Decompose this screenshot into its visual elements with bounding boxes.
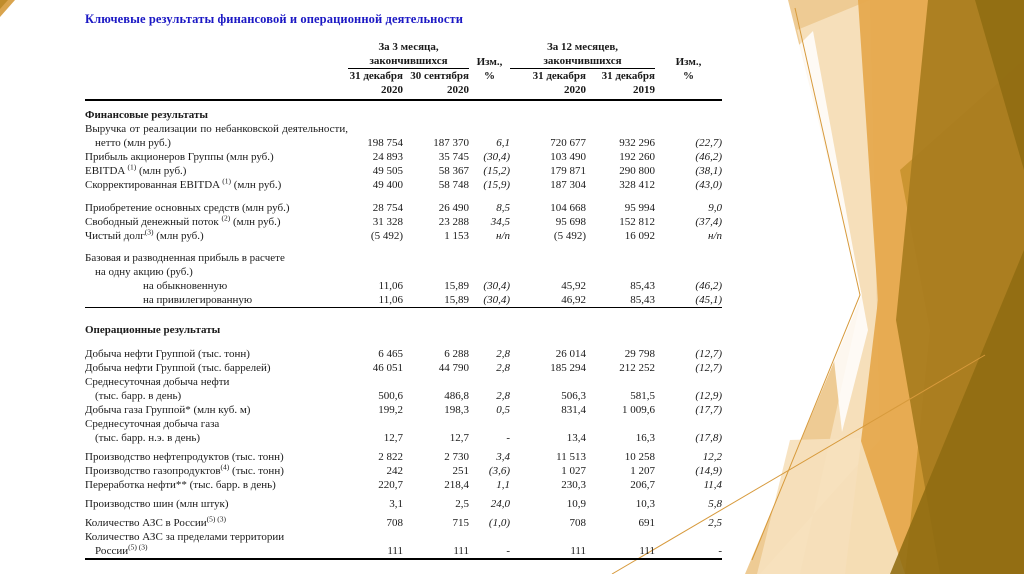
metric-value: 111 (453, 545, 469, 557)
metric-value: 46,92 (561, 294, 586, 306)
metric-value: 26 490 (438, 202, 469, 214)
change-value: 34,5 (490, 216, 510, 228)
metric-value: 11,06 (378, 294, 403, 306)
change-value (469, 251, 510, 279)
metric-value: 95 994 (624, 202, 655, 214)
rule-row (85, 308, 722, 317)
row-label: Выручка от реализации по небанковской деятельности, нетто (млн руб.) (85, 123, 348, 149)
change-value: (17,8) (695, 432, 722, 444)
col-group-12m: За 12 месяцев, (546, 41, 619, 53)
metric-value: 152 812 (619, 216, 655, 228)
metric-value: 192 260 (619, 151, 655, 163)
metric-value: 58 748 (438, 179, 469, 191)
metric-value: 198,3 (444, 404, 469, 416)
table-row (85, 375, 722, 403)
corner-accent (0, 0, 24, 24)
metric-value: 500,6 (378, 390, 403, 402)
change-value: - (506, 432, 510, 444)
header-row-years: 2020 2020 2020 2019 (85, 83, 722, 100)
change-value: 0,5 (496, 404, 510, 416)
metric-value: 290 800 (619, 165, 655, 177)
change-value: 24,0 (490, 498, 510, 510)
results-table (85, 40, 722, 562)
change-value: (38,1) (695, 165, 722, 177)
row-label: Переработка нефти** (тыс. барр. в день) (85, 479, 276, 491)
row-label: Добыча нефти Группой (тыс. тонн) (85, 348, 250, 360)
table-row (85, 150, 722, 164)
metric-value: 35 745 (438, 151, 469, 163)
endrule-row (85, 559, 722, 562)
change-value: 12,2 (702, 451, 722, 463)
metric-value: 29 798 (624, 348, 655, 360)
change-value: (12,7) (695, 362, 722, 374)
metric-value: 24 893 (372, 151, 403, 163)
change-value: (45,1) (695, 294, 722, 306)
row-label: Свободный денежный поток $^{(2)}$ (млн руб.) (85, 213, 281, 228)
metric-value: 12,7 (449, 432, 469, 444)
change-value: (15,9) (483, 179, 510, 191)
metric-value: 49 505 (372, 165, 403, 177)
row-label: на привилегированную (143, 294, 253, 306)
table-row (85, 215, 722, 229)
metric-value: 242 (386, 465, 403, 477)
metric-value (586, 251, 655, 279)
change-value: - (718, 545, 722, 557)
table-row (85, 178, 722, 192)
metric-value: 12,7 (383, 432, 403, 444)
col-header-change-12m-pct: % (683, 70, 694, 82)
change-value: (46,2) (695, 151, 722, 163)
metric-value (348, 251, 403, 279)
change-value: 2,8 (496, 348, 510, 360)
change-value: 2,8 (496, 362, 510, 374)
table-row (85, 201, 722, 215)
row-label: Производство газопродуктов$^{(4)}$ (тыс. тонн) (85, 462, 284, 477)
col-header-dec2020-y: 31 декабря (532, 70, 586, 82)
metric-value: 691 (638, 517, 655, 529)
metric-value: 2,5 (455, 498, 469, 510)
change-value: (17,7) (695, 404, 722, 416)
table-row (85, 361, 722, 375)
metric-value: 28 754 (372, 202, 403, 214)
metric-value: 46 051 (372, 362, 403, 374)
metric-value: 506,3 (561, 390, 586, 402)
metric-value: 486,8 (444, 390, 469, 402)
metric-value: 11 513 (556, 451, 586, 463)
table-row (85, 279, 722, 293)
table-row (85, 251, 722, 279)
change-value: (22,7) (695, 137, 722, 149)
metric-value: (5 492) (553, 230, 586, 242)
change-value: 11,4 (703, 479, 722, 491)
metric-value: 2 822 (378, 451, 403, 463)
metric-value: 13,4 (566, 432, 586, 444)
row-label: Количество АЗС за пределами территории России$^{(5) (3)}$ (85, 531, 285, 557)
metric-value: 1 027 (561, 465, 586, 477)
metric-value: 932 296 (619, 137, 655, 149)
change-value: (37,4) (695, 216, 722, 228)
col-group-12m-sub: закончившихся (510, 54, 655, 69)
metric-value: 187 370 (433, 137, 469, 149)
metric-value (403, 251, 469, 279)
metric-value: 3,1 (389, 498, 403, 510)
change-value: 9,0 (708, 202, 722, 214)
spacer-row (85, 337, 722, 347)
metric-value: 187 304 (550, 179, 586, 191)
change-value: (14,9) (695, 465, 722, 477)
metric-value: 15,89 (444, 294, 469, 306)
metric-value: 6 288 (444, 348, 469, 360)
metric-value: 10,9 (566, 498, 586, 510)
row-label: Производство нефтепродуктов (тыс. тонн) (85, 451, 284, 463)
header-row-group2 (85, 54, 722, 69)
row-label: Производство шин (млн штук) (85, 498, 229, 510)
metric-value: 10 258 (624, 451, 655, 463)
col-group-3m: За 3 месяца, (378, 41, 439, 53)
metric-value: 212 252 (619, 362, 655, 374)
section-title: Финансовые результаты (85, 109, 208, 121)
col-header-sep2020-q: 30 сентября (410, 70, 469, 82)
metric-value: 218,4 (444, 479, 469, 491)
metric-value: 581,5 (630, 390, 655, 402)
change-value: (43,0) (695, 179, 722, 191)
change-value: (12,7) (695, 348, 722, 360)
table-row (85, 464, 722, 478)
metric-value: 220,7 (378, 479, 403, 491)
metric-value: 199,2 (378, 404, 403, 416)
table-row (85, 164, 722, 178)
change-value: н/п (707, 230, 722, 242)
metric-value: 58 367 (438, 165, 469, 177)
row-label: Приобретение основных средств (млн руб.) (85, 202, 290, 214)
row-label: Среднесуточная добыча нефти (тыс. барр. в день) (85, 376, 230, 402)
metric-value: 11,06 (378, 280, 403, 292)
metric-value: 720 677 (550, 137, 586, 149)
table-row (85, 530, 722, 559)
metric-value: 26 014 (555, 348, 586, 360)
change-value: 5,8 (708, 498, 722, 510)
metric-value: 198 754 (367, 137, 403, 149)
metric-value: 44 790 (438, 362, 469, 374)
metric-value: 715 (452, 517, 469, 529)
change-value: (46,2) (695, 280, 722, 292)
metric-value: 1 207 (630, 465, 655, 477)
table-row (85, 403, 722, 417)
change-value: 6,1 (496, 137, 510, 149)
change-value: 2,8 (496, 390, 510, 402)
section-row (85, 100, 722, 122)
row-label: EBITDA $^{(1)}$ (млн руб.) (85, 162, 187, 177)
table-row (85, 478, 722, 492)
slide-content (85, 12, 723, 562)
metric-value: 111 (570, 545, 586, 557)
col-header-dec2019-y: 31 декабря (601, 70, 655, 82)
metric-value: 1 153 (444, 230, 469, 242)
change-value: 3,4 (496, 451, 510, 463)
table-row (85, 516, 722, 530)
metric-value: 31 328 (372, 216, 403, 228)
metric-value: 49 400 (372, 179, 403, 191)
metric-value: 103 490 (550, 151, 586, 163)
table-row (85, 347, 722, 361)
row-label: Прибыль акционеров Группы (млн руб.) (85, 151, 274, 163)
change-value: (30,4) (483, 280, 510, 292)
metric-value: 328 412 (619, 179, 655, 191)
metric-value: 179 871 (550, 165, 586, 177)
row-label: Количество АЗС в России$^{(5) (3)}$ (85, 514, 227, 529)
metric-value: 16 092 (624, 230, 655, 242)
metric-value: 10,3 (635, 498, 655, 510)
metric-value: 708 (569, 517, 586, 529)
change-value: 1,1 (496, 479, 510, 491)
table-row (85, 229, 722, 243)
change-value (655, 251, 722, 279)
change-value: (30,4) (483, 151, 510, 163)
table-row (85, 497, 722, 511)
table-header (85, 40, 722, 100)
row-label: Среднесуточная добыча газа (тыс. барр. н.э. в день) (85, 418, 220, 444)
table-row (85, 122, 722, 150)
metric-value: 95 698 (555, 216, 586, 228)
col-group-3m-sub: закончившихся (348, 54, 469, 69)
change-value: 8,5 (496, 202, 510, 214)
table-row (85, 417, 722, 445)
change-value: - (506, 545, 510, 557)
metric-value: 2 730 (444, 451, 469, 463)
col-header-change-3m: Изм., (476, 55, 503, 68)
change-value: (30,4) (483, 294, 510, 306)
section-row (85, 316, 722, 337)
header-row-dates (85, 69, 722, 84)
row-label: Скорректированная EBITDA $^{(1)}$ (млн руб.) (85, 176, 282, 191)
metric-value: 15,89 (444, 280, 469, 292)
section-title: Операционные результаты (85, 324, 221, 336)
row-label: Добыча газа Группой* (млн куб. м) (85, 404, 251, 416)
metric-value: 230,3 (561, 479, 586, 491)
metric-value: (5 492) (370, 230, 403, 242)
metric-value: 6 465 (378, 348, 403, 360)
page-title: Ключевые результаты финансовой и операционной деятельности (85, 12, 464, 26)
table-row (85, 450, 722, 464)
row-label: Чистый долг$^{(3)}$ (млн руб.) (85, 227, 204, 242)
spacer-row (85, 192, 722, 201)
change-value: (12,9) (695, 390, 722, 402)
metric-value: 111 (387, 545, 403, 557)
col-header-change-12m: Изм., (675, 55, 702, 68)
metric-value: 708 (386, 517, 403, 529)
metric-value: 251 (452, 465, 469, 477)
change-value: (1,0) (488, 517, 510, 529)
change-value: (15,2) (483, 165, 510, 177)
col-header-change-3m-pct: % (484, 70, 495, 82)
metric-value: 206,7 (630, 479, 655, 491)
metric-value: 16,3 (635, 432, 655, 444)
change-value: (3,6) (488, 465, 510, 477)
table-row (85, 293, 722, 308)
header-row-group (85, 40, 722, 54)
metric-value: 104 668 (550, 202, 586, 214)
metric-value: 23 288 (438, 216, 469, 228)
metric-value: 85,43 (630, 280, 655, 292)
metric-value: 85,43 (630, 294, 655, 306)
metric-value (510, 251, 586, 279)
spacer-row (85, 243, 722, 251)
metric-value: 831,4 (561, 404, 586, 416)
metric-value: 45,92 (561, 280, 586, 292)
change-value: н/п (495, 230, 510, 242)
table-body (85, 100, 722, 562)
change-value: 2,5 (708, 517, 722, 529)
metric-value: 111 (639, 545, 655, 557)
row-label: на обыкновенную (143, 280, 228, 292)
metric-value: 1 009,6 (622, 404, 655, 416)
row-label: Добыча нефти Группой (тыс. баррелей) (85, 362, 271, 374)
col-header-dec2020-q: 31 декабря (349, 70, 403, 82)
row-label: Базовая и разводненная прибыль в расчете на одну акцию (руб.) (85, 252, 285, 278)
metric-value: 185 294 (550, 362, 586, 374)
